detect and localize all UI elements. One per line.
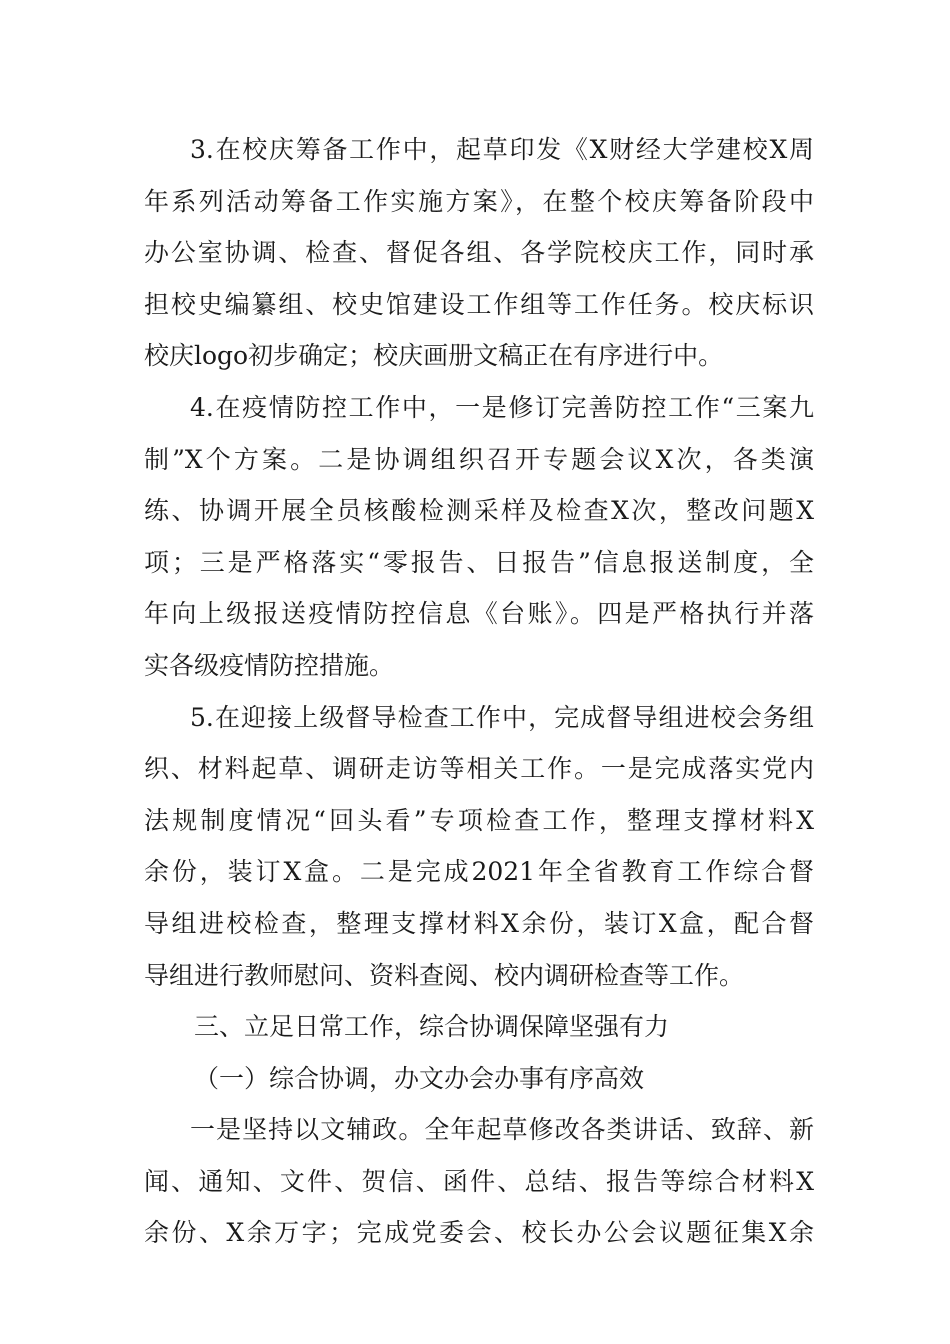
text-line: 3.在校庆筹备工作中，起草印发《X财经大学建校X周 — [190, 135, 814, 164]
text-line: 5.在迎接上级督导检查工作中，完成督导组进校会务组 — [190, 702, 814, 732]
text-line: 实各级疫情防控措施。 — [144, 650, 395, 680]
text-line: 闻、通知、文件、贺信、函件、总结、报告等综合材料X — [144, 1166, 814, 1196]
text-line: 练、协调开展全员核酸检测采样及检查X次，整改问题X — [144, 496, 814, 526]
text-line: 余份、X余万字；完成党委会、校长办公会议题征集X余 — [144, 1218, 814, 1248]
paragraph-item-4 — [144, 382, 814, 692]
section-heading: 三、立足日常工作，综合协调保障坚强有力 — [194, 1012, 670, 1042]
paragraph-item-5 — [144, 692, 814, 1002]
text-line: 担校史编纂组、校史馆建设工作组等工作任务。校庆标识 — [144, 289, 814, 319]
text-line: 4.在疫情防控工作中，一是修订完善防控工作“三案九 — [190, 392, 814, 422]
text-line: 年向上级报送疫情防控信息《台账》。四是严格执行并落 — [144, 599, 814, 629]
text-line: 办公室协调、检查、督促各组、各学院校庆工作，同时承 — [144, 238, 814, 268]
text-line: 项；三是严格落实“零报告、日报告”信息报送制度，全 — [144, 547, 814, 577]
paragraph-item-3 — [144, 124, 814, 382]
sub-heading: （一）综合协调，办文办会办事有序高效 — [194, 1063, 645, 1093]
document-page — [144, 124, 814, 1259]
text-line: 一是坚持以文辅政。全年起草修改各类讲话、致辞、新 — [190, 1115, 814, 1145]
text-line: 导组进校检查，整理支撑材料X余份，装订X盒，配合督 — [144, 908, 814, 938]
text-line: 余份，装订X盒。二是完成2021年全省教育工作综合督 — [144, 857, 814, 887]
text-line: 校庆logo初步确定；校庆画册文稿正在有序进行中。 — [144, 341, 724, 371]
paragraph-item-6 — [144, 1104, 814, 1259]
text-line: 法规制度情况“回头看”专项检查工作，整理支撑材料X — [144, 805, 814, 835]
text-line: 导组进行教师慰问、资料查阅、校内调研检查等工作。 — [144, 960, 745, 990]
text-line: 织、材料起草、调研走访等相关工作。一是完成落实党内 — [144, 754, 814, 784]
text-line: 年系列活动筹备工作实施方案》，在整个校庆筹备阶段中 — [144, 186, 814, 216]
text-line: 制”X个方案。二是协调组织召开专题会议X次，各类演 — [144, 444, 814, 474]
